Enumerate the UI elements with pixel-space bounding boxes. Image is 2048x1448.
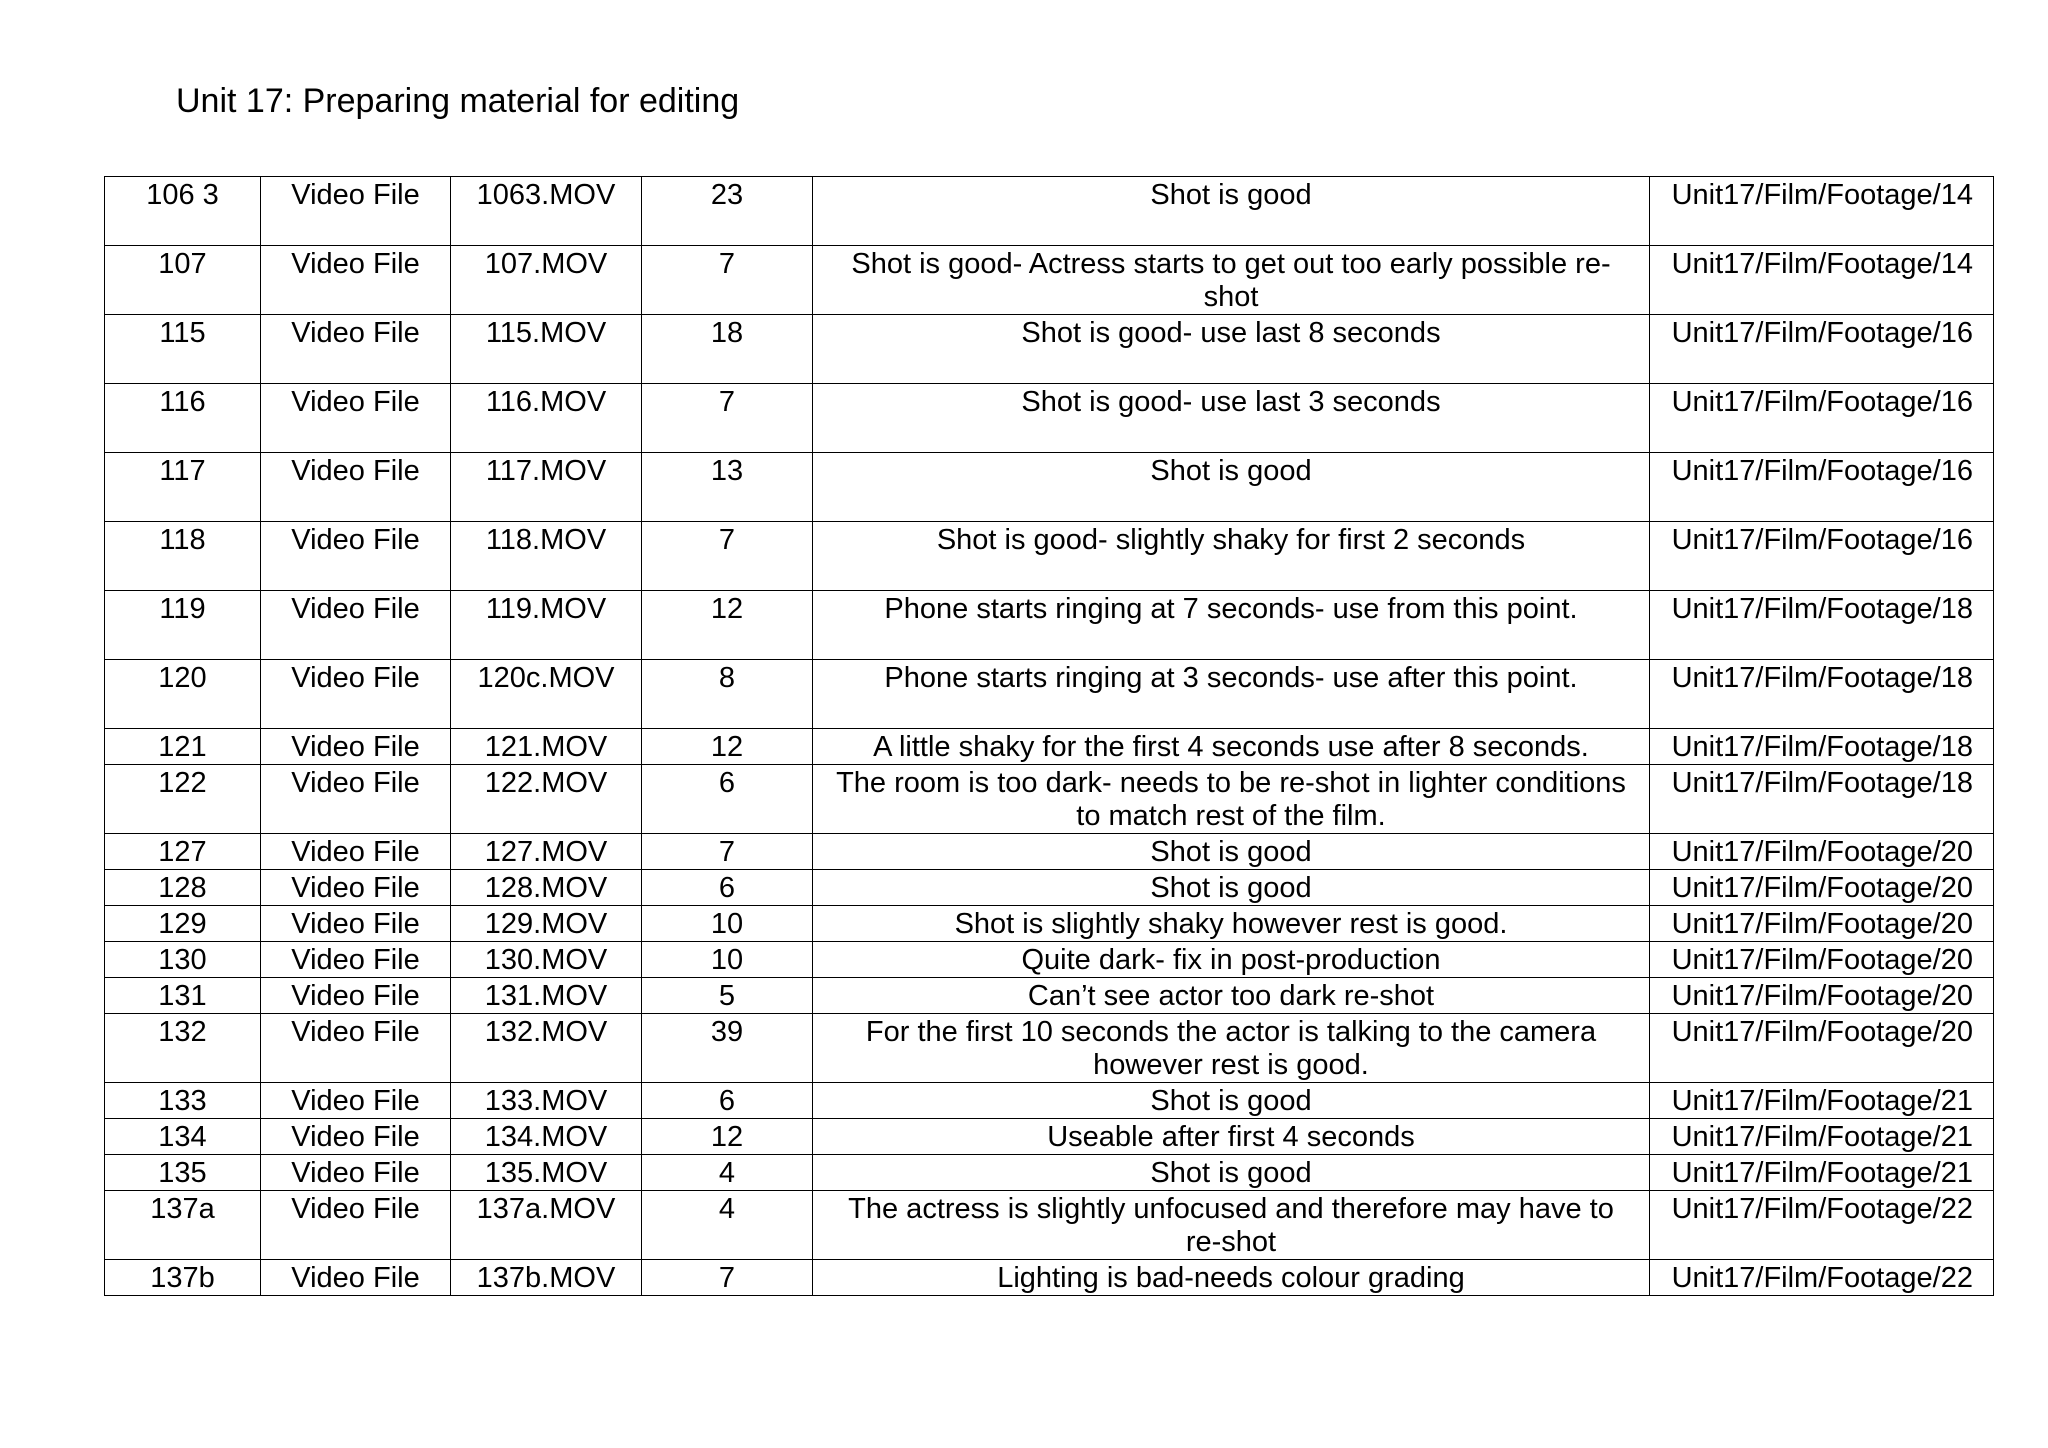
shot-number-cell: 116 bbox=[105, 384, 261, 453]
file-name-cell: 128.MOV bbox=[451, 870, 642, 906]
file-name-cell: 135.MOV bbox=[451, 1155, 642, 1191]
file-type-cell: Video File bbox=[261, 1260, 451, 1296]
location-cell: Unit17/Film/Footage/22 bbox=[1650, 1191, 1994, 1260]
table-row bbox=[105, 729, 1994, 765]
comment-cell: Shot is good bbox=[813, 1155, 1650, 1191]
shot-number-cell: 129 bbox=[105, 906, 261, 942]
file-name-cell: 133.MOV bbox=[451, 1083, 642, 1119]
duration-cell: 10 bbox=[642, 906, 813, 942]
duration-cell: 8 bbox=[642, 660, 813, 729]
comment-cell: Phone starts ringing at 7 seconds- use from this point. bbox=[813, 591, 1650, 660]
file-name-cell: 137a.MOV bbox=[451, 1191, 642, 1260]
file-name-cell: 130.MOV bbox=[451, 942, 642, 978]
location-cell: Unit17/Film/Footage/22 bbox=[1650, 1260, 1994, 1296]
comment-cell: Shot is good- slightly shaky for first 2 seconds bbox=[813, 522, 1650, 591]
shot-number-cell: 131 bbox=[105, 978, 261, 1014]
shot-number-cell: 122 bbox=[105, 765, 261, 834]
file-type-cell: Video File bbox=[261, 246, 451, 315]
file-name-cell: 131.MOV bbox=[451, 978, 642, 1014]
duration-cell: 13 bbox=[642, 453, 813, 522]
duration-cell: 5 bbox=[642, 978, 813, 1014]
file-name-cell: 127.MOV bbox=[451, 834, 642, 870]
location-cell: Unit17/Film/Footage/20 bbox=[1650, 1014, 1994, 1083]
file-type-cell: Video File bbox=[261, 1119, 451, 1155]
location-cell: Unit17/Film/Footage/18 bbox=[1650, 591, 1994, 660]
location-cell: Unit17/Film/Footage/20 bbox=[1650, 942, 1994, 978]
table-row bbox=[105, 246, 1994, 315]
location-cell: Unit17/Film/Footage/16 bbox=[1650, 315, 1994, 384]
shot-number-cell: 119 bbox=[105, 591, 261, 660]
shot-number-cell: 118 bbox=[105, 522, 261, 591]
file-type-cell: Video File bbox=[261, 522, 451, 591]
table-row bbox=[105, 942, 1994, 978]
duration-cell: 6 bbox=[642, 870, 813, 906]
location-cell: Unit17/Film/Footage/18 bbox=[1650, 660, 1994, 729]
table-row bbox=[105, 591, 1994, 660]
comment-cell: Can’t see actor too dark re-shot bbox=[813, 978, 1650, 1014]
location-cell: Unit17/Film/Footage/16 bbox=[1650, 522, 1994, 591]
shot-number-cell: 121 bbox=[105, 729, 261, 765]
shot-number-cell: 133 bbox=[105, 1083, 261, 1119]
duration-cell: 6 bbox=[642, 1083, 813, 1119]
duration-cell: 12 bbox=[642, 729, 813, 765]
table-row bbox=[105, 765, 1994, 834]
comment-cell: For the first 10 seconds the actor is talking to the camera however rest is good. bbox=[813, 1014, 1650, 1083]
table-row bbox=[105, 177, 1994, 246]
file-type-cell: Video File bbox=[261, 591, 451, 660]
table-row bbox=[105, 906, 1994, 942]
table-row bbox=[105, 315, 1994, 384]
table-row bbox=[105, 834, 1994, 870]
file-type-cell: Video File bbox=[261, 1014, 451, 1083]
table-row bbox=[105, 1191, 1994, 1260]
comment-cell: Lighting is bad-needs colour grading bbox=[813, 1260, 1650, 1296]
table-row bbox=[105, 384, 1994, 453]
page-title: Unit 17: Preparing material for editing bbox=[176, 82, 740, 120]
file-type-cell: Video File bbox=[261, 906, 451, 942]
file-name-cell: 121.MOV bbox=[451, 729, 642, 765]
comment-cell: Shot is good bbox=[813, 177, 1650, 246]
file-name-cell: 122.MOV bbox=[451, 765, 642, 834]
comment-cell: Shot is good bbox=[813, 1083, 1650, 1119]
comment-cell: Shot is good- Actress starts to get out too early possible re-shot bbox=[813, 246, 1650, 315]
comment-cell: The room is too dark- needs to be re-shot in lighter conditions to match rest of the film. bbox=[813, 765, 1650, 834]
table-row bbox=[105, 660, 1994, 729]
file-name-cell: 132.MOV bbox=[451, 1014, 642, 1083]
location-cell: Unit17/Film/Footage/20 bbox=[1650, 834, 1994, 870]
shot-number-cell: 115 bbox=[105, 315, 261, 384]
comment-cell: Shot is good bbox=[813, 834, 1650, 870]
file-name-cell: 134.MOV bbox=[451, 1119, 642, 1155]
file-type-cell: Video File bbox=[261, 1155, 451, 1191]
location-cell: Unit17/Film/Footage/14 bbox=[1650, 246, 1994, 315]
table-row bbox=[105, 453, 1994, 522]
shot-number-cell: 137a bbox=[105, 1191, 261, 1260]
table-row bbox=[105, 522, 1994, 591]
table-row bbox=[105, 870, 1994, 906]
table-row bbox=[105, 1083, 1994, 1119]
location-cell: Unit17/Film/Footage/20 bbox=[1650, 906, 1994, 942]
file-name-cell: 115.MOV bbox=[451, 315, 642, 384]
comment-cell: Useable after first 4 seconds bbox=[813, 1119, 1650, 1155]
file-type-cell: Video File bbox=[261, 1083, 451, 1119]
footage-log-table bbox=[104, 176, 1994, 1296]
file-type-cell: Video File bbox=[261, 729, 451, 765]
file-name-cell: 117.MOV bbox=[451, 453, 642, 522]
comment-cell: Shot is good- use last 3 seconds bbox=[813, 384, 1650, 453]
shot-number-cell: 134 bbox=[105, 1119, 261, 1155]
duration-cell: 4 bbox=[642, 1191, 813, 1260]
duration-cell: 39 bbox=[642, 1014, 813, 1083]
shot-number-cell: 128 bbox=[105, 870, 261, 906]
comment-cell: Shot is good bbox=[813, 453, 1650, 522]
shot-number-cell: 137b bbox=[105, 1260, 261, 1296]
table-row bbox=[105, 1155, 1994, 1191]
shot-number-cell: 132 bbox=[105, 1014, 261, 1083]
file-type-cell: Video File bbox=[261, 978, 451, 1014]
footage-log-body bbox=[105, 177, 1994, 1296]
comment-cell: Shot is slightly shaky however rest is good. bbox=[813, 906, 1650, 942]
file-name-cell: 120c.MOV bbox=[451, 660, 642, 729]
file-type-cell: Video File bbox=[261, 453, 451, 522]
duration-cell: 7 bbox=[642, 522, 813, 591]
duration-cell: 12 bbox=[642, 1119, 813, 1155]
comment-cell: Quite dark- fix in post-production bbox=[813, 942, 1650, 978]
file-type-cell: Video File bbox=[261, 834, 451, 870]
file-type-cell: Video File bbox=[261, 177, 451, 246]
location-cell: Unit17/Film/Footage/20 bbox=[1650, 870, 1994, 906]
file-type-cell: Video File bbox=[261, 384, 451, 453]
location-cell: Unit17/Film/Footage/16 bbox=[1650, 384, 1994, 453]
table-row bbox=[105, 978, 1994, 1014]
file-name-cell: 137b.MOV bbox=[451, 1260, 642, 1296]
location-cell: Unit17/Film/Footage/21 bbox=[1650, 1119, 1994, 1155]
file-type-cell: Video File bbox=[261, 942, 451, 978]
duration-cell: 7 bbox=[642, 834, 813, 870]
duration-cell: 6 bbox=[642, 765, 813, 834]
file-type-cell: Video File bbox=[261, 765, 451, 834]
comment-cell: Phone starts ringing at 3 seconds- use after this point. bbox=[813, 660, 1650, 729]
comment-cell: Shot is good- use last 8 seconds bbox=[813, 315, 1650, 384]
shot-number-cell: 120 bbox=[105, 660, 261, 729]
location-cell: Unit17/Film/Footage/18 bbox=[1650, 765, 1994, 834]
file-name-cell: 116.MOV bbox=[451, 384, 642, 453]
shot-number-cell: 130 bbox=[105, 942, 261, 978]
duration-cell: 18 bbox=[642, 315, 813, 384]
shot-number-cell: 127 bbox=[105, 834, 261, 870]
shot-number-cell: 135 bbox=[105, 1155, 261, 1191]
duration-cell: 7 bbox=[642, 384, 813, 453]
file-type-cell: Video File bbox=[261, 660, 451, 729]
table-row bbox=[105, 1119, 1994, 1155]
location-cell: Unit17/Film/Footage/14 bbox=[1650, 177, 1994, 246]
duration-cell: 4 bbox=[642, 1155, 813, 1191]
table-row bbox=[105, 1260, 1994, 1296]
file-name-cell: 107.MOV bbox=[451, 246, 642, 315]
location-cell: Unit17/Film/Footage/16 bbox=[1650, 453, 1994, 522]
comment-cell: Shot is good bbox=[813, 870, 1650, 906]
comment-cell: A little shaky for the first 4 seconds use after 8 seconds. bbox=[813, 729, 1650, 765]
duration-cell: 12 bbox=[642, 591, 813, 660]
location-cell: Unit17/Film/Footage/21 bbox=[1650, 1155, 1994, 1191]
file-name-cell: 118.MOV bbox=[451, 522, 642, 591]
file-name-cell: 129.MOV bbox=[451, 906, 642, 942]
file-type-cell: Video File bbox=[261, 315, 451, 384]
file-type-cell: Video File bbox=[261, 1191, 451, 1260]
shot-number-cell: 117 bbox=[105, 453, 261, 522]
duration-cell: 7 bbox=[642, 1260, 813, 1296]
location-cell: Unit17/Film/Footage/21 bbox=[1650, 1083, 1994, 1119]
table-row bbox=[105, 1014, 1994, 1083]
shot-number-cell: 107 bbox=[105, 246, 261, 315]
duration-cell: 7 bbox=[642, 246, 813, 315]
shot-number-cell: 106 3 bbox=[105, 177, 261, 246]
duration-cell: 10 bbox=[642, 942, 813, 978]
location-cell: Unit17/Film/Footage/20 bbox=[1650, 978, 1994, 1014]
duration-cell: 23 bbox=[642, 177, 813, 246]
file-name-cell: 119.MOV bbox=[451, 591, 642, 660]
comment-cell: The actress is slightly unfocused and therefore may have to re-shot bbox=[813, 1191, 1650, 1260]
file-name-cell: 1063.MOV bbox=[451, 177, 642, 246]
file-type-cell: Video File bbox=[261, 870, 451, 906]
location-cell: Unit17/Film/Footage/18 bbox=[1650, 729, 1994, 765]
